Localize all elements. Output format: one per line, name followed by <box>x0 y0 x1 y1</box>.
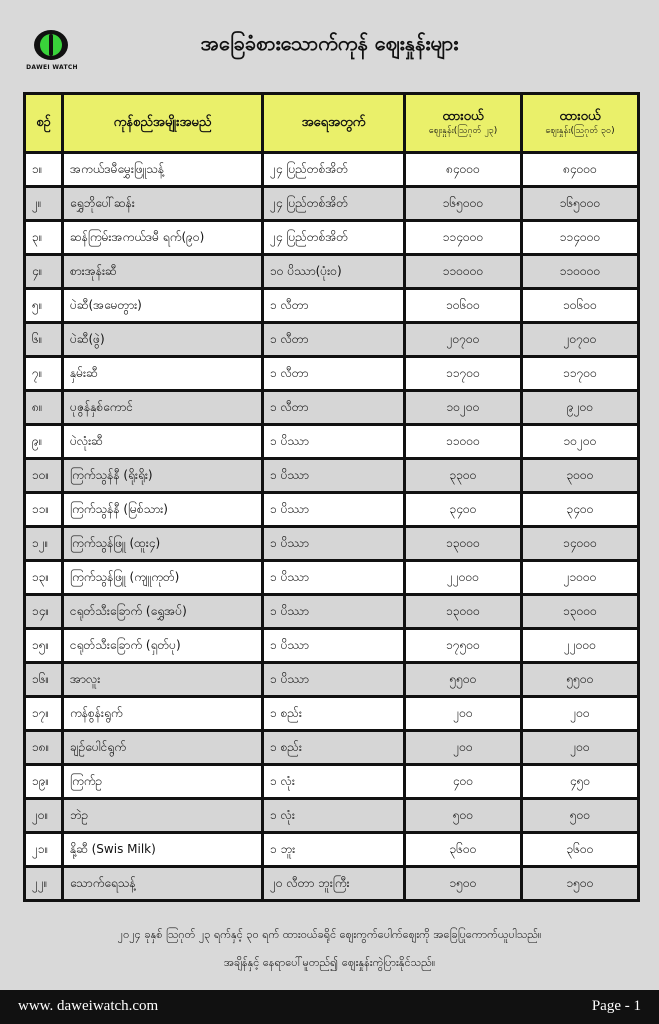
cell-price-aug23: ၁၁၇၀၀ <box>405 357 522 391</box>
cell-item: အကယ်ဒမီမွှေးဖြူသန့် <box>63 153 263 187</box>
table-row <box>25 629 639 663</box>
table-row <box>25 391 639 425</box>
cell-item: ကန်စွန်းရွက် <box>63 697 263 731</box>
cell-price-aug30: ၂၀၀ <box>522 731 639 765</box>
header-price-aug23 <box>405 94 522 153</box>
cell-no: ၉။ <box>25 425 63 459</box>
cell-price-aug23: ၂၀၇၀၀ <box>405 323 522 357</box>
cell-price-aug23: ၂၀၀ <box>405 697 522 731</box>
table-row <box>25 289 639 323</box>
cell-price-aug30: ၂၀၀ <box>522 697 639 731</box>
cell-price-aug30: ၁၅၀၀ <box>522 867 639 901</box>
cell-price-aug23: ၁၆၅၀၀၀ <box>405 187 522 221</box>
cell-price-aug30: ၄၅၀ <box>522 765 639 799</box>
cell-price-aug30: ၂၁၀၀၀ <box>522 561 639 595</box>
cell-no: ၁၀။ <box>25 459 63 493</box>
cell-price-aug23: ၃၆၀၀ <box>405 833 522 867</box>
table-row <box>25 561 639 595</box>
footer-website: www. daweiwatch.com <box>18 998 159 1014</box>
brand-name: DAWEI WATCH <box>26 64 78 71</box>
table-row <box>25 425 639 459</box>
cell-no: ၁၅။ <box>25 629 63 663</box>
cell-unit: ၂၄ ပြည်တစ်အိတ် <box>263 221 405 255</box>
header-price-aug30 <box>522 94 639 153</box>
cell-unit: ၂၀ လီတာ ဘူးကြီး <box>263 867 405 901</box>
cell-item: ရွှေဘိုပေါ်ဆန်း <box>63 187 263 221</box>
header-price1-sub: ဈေးနှုန်း(ဩဂုတ် ၂၃) <box>428 125 498 136</box>
cell-price-aug30: ၃၆၀၀ <box>522 833 639 867</box>
cell-item: အာလူး <box>63 663 263 697</box>
footer <box>0 990 659 1024</box>
cell-no: ၃။ <box>25 221 63 255</box>
cell-unit: ၁ လီတာ <box>263 357 405 391</box>
cell-price-aug30: ၁၆၅၀၀၀ <box>522 187 639 221</box>
cell-no: ၈။ <box>25 391 63 425</box>
cell-no: ၇။ <box>25 357 63 391</box>
table-header-row <box>25 94 639 153</box>
cell-no: ၁၁။ <box>25 493 63 527</box>
table-row <box>25 493 639 527</box>
price-table <box>23 92 640 902</box>
cell-price-aug23: ၁၀၆၀၀ <box>405 289 522 323</box>
cell-price-aug23: ၄၀၀ <box>405 765 522 799</box>
header-price2-sub: ဈေးနှုန်း(ဩဂုတ် ၃၀) <box>545 125 615 136</box>
cell-item: ဘဲဥ <box>63 799 263 833</box>
cell-no: ၂၀။ <box>25 799 63 833</box>
cell-price-aug23: ၂၂၀၀၀ <box>405 561 522 595</box>
cell-item: ပဲဆီ(အမေတွား) <box>63 289 263 323</box>
header-unit: အရေအတွက် <box>263 94 405 153</box>
note-line-2: အချိန်နှင့် နေရာပေါ်မူတည်၍ ဈေးနှုန်းကွဲပြားနိုင်သည်။ <box>223 956 436 969</box>
cell-price-aug23: ၁၅၀၀ <box>405 867 522 901</box>
cell-unit: ၁ ပိဿာ <box>263 595 405 629</box>
cell-price-aug23: ၅၀၀ <box>405 799 522 833</box>
cell-no: ၂။ <box>25 187 63 221</box>
cell-no: ၆။ <box>25 323 63 357</box>
cell-item: ငရုတ်သီးခြောက် (ရွှေအပ်) <box>63 595 263 629</box>
cell-no: ၁၇။ <box>25 697 63 731</box>
cell-price-aug23: ၃၃၀၀ <box>405 459 522 493</box>
cell-item: ပဲဆီ(ဖွဲ) <box>63 323 263 357</box>
cell-item: သောက်ရေသန့် <box>63 867 263 901</box>
cell-item: ကြက်သွန်နီ (မြစ်သား) <box>63 493 263 527</box>
cell-no: ၁၉။ <box>25 765 63 799</box>
cell-price-aug30: ၁၃၀၀၀ <box>522 595 639 629</box>
cell-price-aug23: ၁၁၀၀၀၀ <box>405 255 522 289</box>
header-item: ကုန်စည်အမျိုးအမည် <box>63 94 263 153</box>
cell-unit: ၁ ပိဿာ <box>263 425 405 459</box>
cell-price-aug23: ၁၀၂၀၀ <box>405 391 522 425</box>
cell-unit: ၁ လီတာ <box>263 391 405 425</box>
cell-price-aug23: ၁၁၀၀၀ <box>405 425 522 459</box>
cell-no: ၂၁။ <box>25 833 63 867</box>
cell-unit: ၁ လီတာ <box>263 323 405 357</box>
table-row <box>25 731 639 765</box>
cell-price-aug30: ၁၀၂၀၀ <box>522 425 639 459</box>
cell-price-aug30: ၅၅၀၀ <box>522 663 639 697</box>
cell-item: ကြက်သွန်ဖြူ (ကျူကုတ်) <box>63 561 263 595</box>
cell-no: ၁၂။ <box>25 527 63 561</box>
cell-item: နှမ်းဆီ <box>63 357 263 391</box>
table-row <box>25 765 639 799</box>
table-row <box>25 595 639 629</box>
cell-price-aug23: ၁၃၀၀၀ <box>405 595 522 629</box>
cell-unit: ၂၄ ပြည်တစ်အိတ် <box>263 153 405 187</box>
cell-price-aug23: ၅၅၀၀ <box>405 663 522 697</box>
note-line-1: ၂၀၂၄ ခုနှစ် ဩဂုတ် ၂၃ ရက်နှင့် ၃၀ ရက် ထားဝယ်ခရိုင် ဈေးကွက်ပေါက်ဈေးကို အခြေပြုကောက်ယူပါသည်။ <box>117 928 542 941</box>
footer-page-number: Page - 1 <box>591 998 641 1014</box>
cell-price-aug23: ၂၀၀ <box>405 731 522 765</box>
cell-item: ချဉ်ပေါင်ရွက် <box>63 731 263 765</box>
cell-no: ၁၄။ <box>25 595 63 629</box>
cell-unit: ၁ လီတာ <box>263 289 405 323</box>
cell-price-aug30: ၂၂၀၀၀ <box>522 629 639 663</box>
cell-unit: ၁ ဘူး <box>263 833 405 867</box>
header-no: စဉ် <box>25 94 63 153</box>
cell-price-aug30: ၁၁၄၀၀၀ <box>522 221 639 255</box>
cell-item: ဆန်ကြမ်းအကယ်ဒမီ ရက်(၉၀) <box>63 221 263 255</box>
table-row <box>25 697 639 731</box>
cell-unit: ၁ လုံး <box>263 799 405 833</box>
cell-price-aug23: ၁၁၄၀၀၀ <box>405 221 522 255</box>
table-row <box>25 663 639 697</box>
cell-item: ကြက်သွန်ဖြူ (ထူး၄) <box>63 527 263 561</box>
cell-price-aug23: ၁၃၀၀၀ <box>405 527 522 561</box>
cell-unit: ၁ ပိဿာ <box>263 493 405 527</box>
cell-price-aug23: ၁၇၅၀၀ <box>405 629 522 663</box>
table-row <box>25 255 639 289</box>
cell-unit: ၁ ပိဿာ <box>263 459 405 493</box>
cell-price-aug30: ၂၀၇၀၀ <box>522 323 639 357</box>
table-row <box>25 527 639 561</box>
cell-unit: ၁ စည်း <box>263 697 405 731</box>
cell-price-aug30: ၃၄၀၀ <box>522 493 639 527</box>
cell-no: ၄။ <box>25 255 63 289</box>
cell-unit: ၁ စည်း <box>263 731 405 765</box>
cell-unit: ၂၄ ပြည်တစ်အိတ် <box>263 187 405 221</box>
cell-item: ပုဇွန်နှစ်ကောင် <box>63 391 263 425</box>
cell-item: ပဲလုံးဆီ <box>63 425 263 459</box>
cell-no: ၁။ <box>25 153 63 187</box>
header-price1-label: ထားဝယ် <box>442 108 484 124</box>
cell-price-aug30: ၃၀၀၀ <box>522 459 639 493</box>
cell-price-aug30: ၅၀၀ <box>522 799 639 833</box>
cell-price-aug30: ၁၁၀၀၀၀ <box>522 255 639 289</box>
table-row <box>25 323 639 357</box>
cell-price-aug30: ၉၂၀၀ <box>522 391 639 425</box>
cell-price-aug30: ၁၁၇၀၀ <box>522 357 639 391</box>
table-row <box>25 187 639 221</box>
header-price2-label: ထားဝယ် <box>559 108 601 124</box>
cell-item: ကြက်သွန်နီ (ရိုးရိုး) <box>63 459 263 493</box>
table-row <box>25 799 639 833</box>
cell-price-aug30: ၈၄၀၀၀ <box>522 153 639 187</box>
cell-item: ငရုတ်သီးခြောက် (ရှတ်ပု) <box>63 629 263 663</box>
cell-no: ၁၆။ <box>25 663 63 697</box>
cell-price-aug23: ၈၄၀၀၀ <box>405 153 522 187</box>
cell-unit: ၁ ပိဿာ <box>263 629 405 663</box>
cell-item: စားအုန်းဆီ <box>63 255 263 289</box>
cell-price-aug23: ၃၄၀၀ <box>405 493 522 527</box>
cell-price-aug30: ၁၄၀၀၀ <box>522 527 639 561</box>
cell-no: ၅။ <box>25 289 63 323</box>
cell-unit: ၁ ပိဿာ <box>263 561 405 595</box>
table-row <box>25 357 639 391</box>
table-row <box>25 153 639 187</box>
cell-price-aug30: ၁၀၆၀၀ <box>522 289 639 323</box>
table-row <box>25 833 639 867</box>
cell-no: ၁၃။ <box>25 561 63 595</box>
cell-unit: ၁ ပိဿာ <box>263 663 405 697</box>
cell-unit: ၁ ပိဿာ <box>263 527 405 561</box>
cell-unit: ၁ လုံး <box>263 765 405 799</box>
cell-item: နို့ဆီ (Swis Milk) <box>63 833 263 867</box>
table-row <box>25 867 639 901</box>
table-row <box>25 221 639 255</box>
cell-no: ၁၈။ <box>25 731 63 765</box>
table-row <box>25 459 639 493</box>
cell-item: ကြက်ဥ <box>63 765 263 799</box>
cell-unit: ၁၀ ပိဿာ(ပုံး၀) <box>263 255 405 289</box>
cell-no: ၂၂။ <box>25 867 63 901</box>
page-title: အခြေခံစားသောက်ကုန် ဈေးနှုန်းများ <box>200 31 459 55</box>
